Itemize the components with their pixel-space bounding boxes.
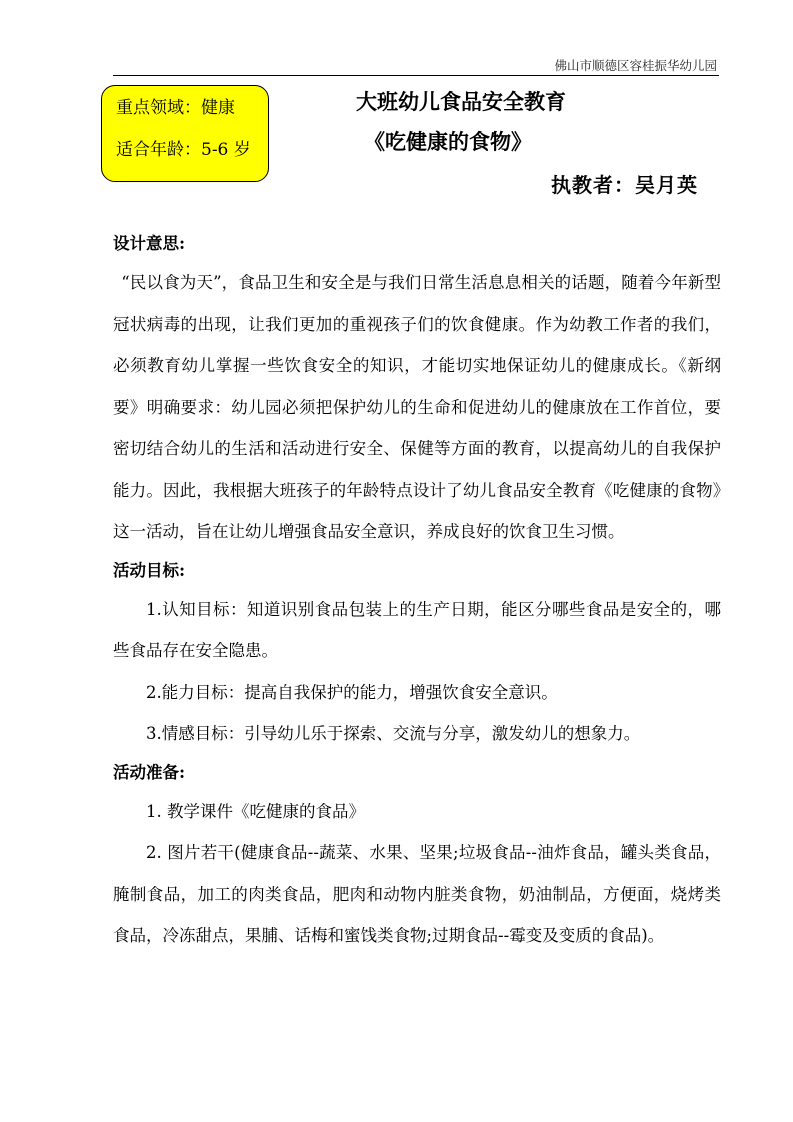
suitable-age: 适合年龄：5-6 岁 <box>116 140 251 160</box>
document-subtitle: 《吃健康的食物》 <box>364 129 532 154</box>
document-body <box>113 226 721 957</box>
prep-item: 2. 图片若干(健康食品--蔬菜、水果、坚果;垃圾食品--油炸食品，罐头类食品，腌制食品，加工的肉类食品，肥肉和动物内脏类食物，奶油制品，方便面，烧烤类食品，冷冻甜点，果脯、话梅和蜜饯类食物;过期食品--霉变及变质的食品)。 <box>113 843 721 945</box>
header-school-name: 佛山市顺德区容桂振华幼儿园 <box>554 58 717 73</box>
design-paragraph: “民以食为天”，食品卫生和安全是与我们日常生活息息相关的话题，随着今年新型冠状病毒的出现，让我们更加的重视孩子们的饮食健康。作为幼教工作者的我们，必须教育幼儿掌握一些饮食安全的知识，才能切实地保证幼儿的健康成长。《新纲要》明确要求：幼儿园必须把保护幼儿的生命和促进幼儿的健康放在工作首位，要密切结合幼儿的生活和活动进行安全、保健等方面的教育，以提高幼儿的自我保护能力。因此，我根据大班孩子的年龄特点设计了幼儿食品安全教育《吃健康的食物》这一活动，旨在让幼儿增强食品安全意识，养成良好的饮食卫生习惯。 <box>113 273 721 541</box>
goal-item: 3.情感目标：引导幼儿乐于探索、交流与分享，激发幼儿的想象力。 <box>146 724 641 743</box>
goal-item: 2.能力目标：提高自我保护的能力，增强饮食安全意识。 <box>146 682 558 702</box>
goals-heading: 活动目标: <box>113 560 186 580</box>
goal-item: 1.认知目标：知道识别食品包装上的生产日期，能区分哪些食品是安全的，哪些食品存在安全隐患。 <box>113 599 721 660</box>
teacher-name: 执教者：吴月英 <box>551 173 698 197</box>
info-box <box>101 85 269 182</box>
focus-domain: 重点领域：健康 <box>116 98 235 118</box>
prep-item: 1. 教学课件《吃健康的食品》 <box>146 801 365 821</box>
design-heading: 设计意思: <box>113 234 186 253</box>
document-title: 大班幼儿食品安全教育 <box>356 89 566 114</box>
header-rule <box>113 75 719 76</box>
prep-heading: 活动准备: <box>113 762 186 782</box>
